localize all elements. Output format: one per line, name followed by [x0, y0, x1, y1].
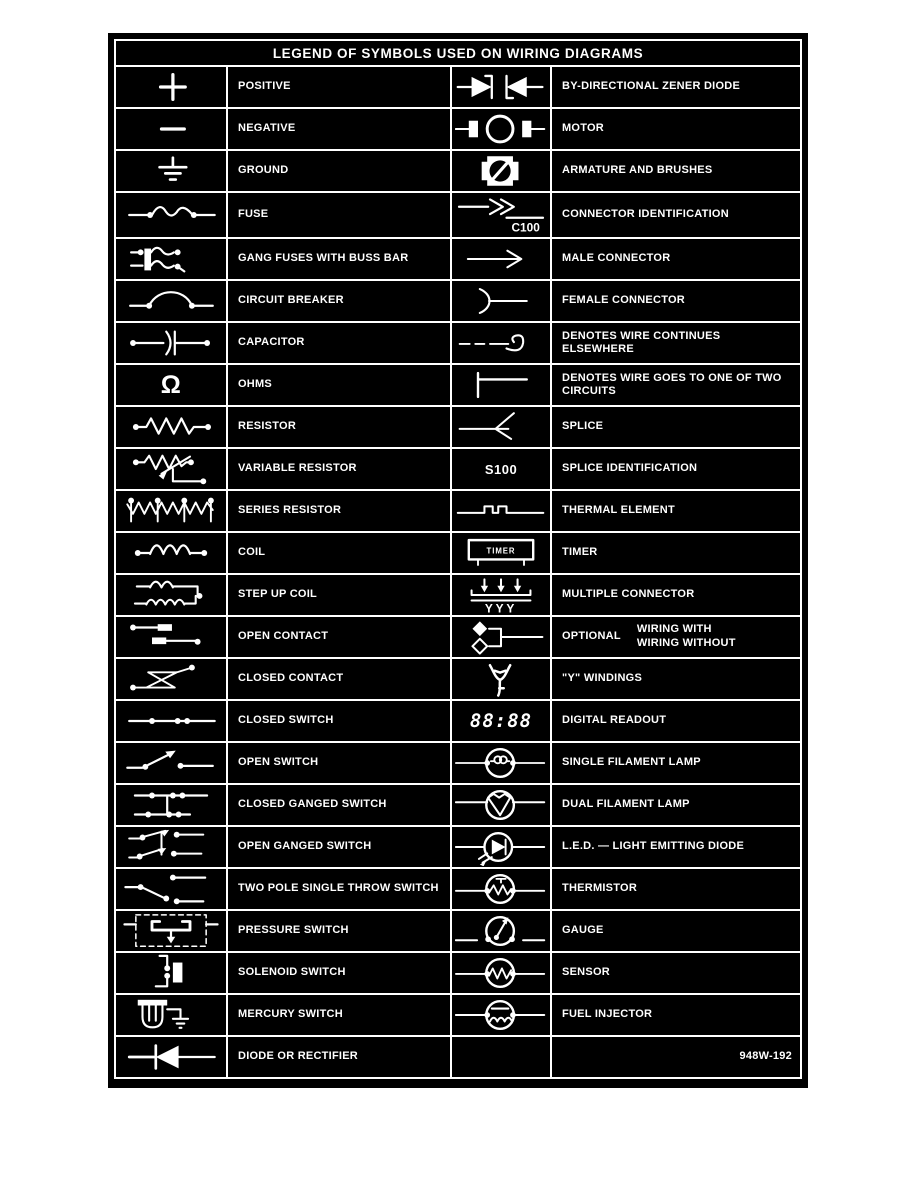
label-cell — [552, 911, 800, 951]
label-cell — [228, 239, 450, 279]
led-icon — [455, 828, 547, 866]
symbol-cell — [116, 67, 226, 107]
label-cell — [228, 575, 450, 615]
legend-label: DENOTES WIRE CONTINUES ELSEWHERE — [562, 329, 721, 355]
legend-label: GROUND — [238, 164, 289, 177]
legend-label: CONNECTOR IDENTIFICATION — [562, 208, 729, 221]
gauge-icon — [455, 912, 547, 950]
legend-label: OPTIONAL — [562, 630, 621, 643]
thermal-element-icon — [455, 492, 547, 530]
dual-filament-lamp-icon — [455, 786, 547, 824]
symbol-cell — [116, 323, 226, 363]
symbol-cell — [116, 281, 226, 321]
legend-label: OPEN GANGED SWITCH — [238, 840, 372, 853]
symbol-cell — [452, 575, 550, 615]
label-cell — [228, 827, 450, 867]
symbol-cell — [116, 491, 226, 531]
symbol-cell — [452, 827, 550, 867]
diode-icon — [121, 1038, 221, 1076]
label-cell — [552, 281, 800, 321]
label-cell — [552, 67, 800, 107]
label-cell — [228, 67, 450, 107]
symbol-cell — [116, 869, 226, 909]
label-cell — [228, 869, 450, 909]
symbol-cell — [116, 407, 226, 447]
single-filament-lamp-icon — [455, 744, 547, 782]
legend-label: DENOTES WIRE GOES TO ONE OF TWO CIRCUITS — [562, 371, 782, 397]
label-cell — [552, 449, 800, 489]
legend-label: THERMISTOR — [562, 882, 638, 895]
symbol-cell — [116, 239, 226, 279]
label-cell — [228, 407, 450, 447]
armature-icon — [455, 152, 547, 190]
y-windings-icon — [455, 660, 547, 698]
label-cell — [552, 617, 800, 657]
gang-fuses-icon — [121, 240, 221, 278]
legend-label: SPLICE — [562, 420, 604, 433]
legend-label: THERMAL ELEMENT — [562, 504, 675, 517]
symbol-cell — [116, 1037, 226, 1077]
open-switch-icon — [121, 744, 221, 782]
symbol-cell — [452, 953, 550, 993]
thermistor-icon — [455, 870, 547, 908]
label-cell — [228, 911, 450, 951]
label-cell — [228, 659, 450, 699]
symbol-cell — [116, 193, 226, 237]
symbol-cell — [116, 953, 226, 993]
legend-label: CLOSED SWITCH — [238, 714, 334, 727]
wire-continues-icon — [455, 324, 547, 362]
symbol-cell — [116, 743, 226, 783]
open-ganged-switch-icon — [121, 828, 221, 866]
legend-label: MULTIPLE CONNECTOR — [562, 588, 695, 601]
male-connector-icon — [455, 240, 547, 278]
legend-label: DIODE OR RECTIFIER — [238, 1050, 359, 1063]
motor-icon — [455, 110, 547, 148]
legend-label: TWO POLE SINGLE THROW SWITCH — [238, 882, 439, 895]
symbol-cell — [452, 659, 550, 699]
label-cell — [228, 1037, 450, 1077]
fuel-injector-icon — [455, 996, 547, 1034]
symbol-cell — [116, 533, 226, 573]
legend-label: ARMATURE AND BRUSHES — [562, 164, 713, 177]
label-cell — [552, 785, 800, 825]
connector-id-icon — [455, 194, 547, 236]
symbol-cell — [116, 575, 226, 615]
legend-label: POSITIVE — [238, 80, 291, 93]
ohms-icon: Ω — [160, 370, 182, 399]
timer-icon — [455, 534, 547, 572]
symbol-cell — [452, 449, 550, 489]
legend-label: CLOSED CONTACT — [238, 672, 344, 685]
svg-text:TIMER: TIMER — [486, 546, 516, 556]
legend-label: COIL — [238, 546, 266, 559]
symbol-cell — [452, 533, 550, 573]
splice-id-icon: S100 — [484, 461, 518, 477]
legend-label: FEMALE CONNECTOR — [562, 294, 685, 307]
symbol-cell — [116, 449, 226, 489]
label-cell — [552, 491, 800, 531]
symbol-cell — [452, 109, 550, 149]
legend-label: SOLENOID SWITCH — [238, 966, 346, 979]
solenoid-switch-icon — [121, 954, 221, 992]
label-cell — [228, 953, 450, 993]
label-cell — [228, 281, 450, 321]
legend-label: GAUGE — [562, 924, 604, 937]
label-cell — [552, 365, 800, 405]
label-cell — [552, 1037, 800, 1077]
legend-label: CIRCUIT BREAKER — [238, 294, 344, 307]
symbol-cell — [116, 659, 226, 699]
zener-diode-icon — [455, 68, 547, 106]
svg-text:C100: C100 — [511, 220, 540, 235]
label-cell — [552, 953, 800, 993]
legend-label: DUAL FILAMENT LAMP — [562, 798, 690, 811]
symbol-cell — [452, 281, 550, 321]
legend-label: SPLICE IDENTIFICATION — [562, 462, 698, 475]
symbol-cell — [452, 743, 550, 783]
label-cell — [228, 193, 450, 237]
symbol-cell — [452, 785, 550, 825]
legend-label: OPEN SWITCH — [238, 756, 319, 769]
step-up-coil-icon — [121, 576, 221, 614]
legend-label: CLOSED GANGED SWITCH — [238, 798, 387, 811]
symbol-cell — [116, 109, 226, 149]
label-cell — [228, 617, 450, 657]
legend-label: TIMER — [562, 546, 598, 559]
closed-contact-icon — [121, 660, 221, 698]
multiple-connector-icon — [455, 576, 547, 614]
label-cell — [552, 323, 800, 363]
label-cell — [552, 659, 800, 699]
resistor-icon — [121, 408, 221, 446]
closed-switch-icon — [121, 702, 221, 740]
fuse-icon — [121, 196, 221, 234]
symbol-cell — [452, 239, 550, 279]
pressure-switch-icon — [121, 912, 221, 950]
label-cell — [228, 323, 450, 363]
legend-label: CAPACITOR — [238, 336, 305, 349]
label-cell — [228, 151, 450, 191]
circuit-breaker-icon — [121, 282, 221, 320]
symbol-cell — [116, 911, 226, 951]
legend-label: STEP UP COIL — [238, 588, 318, 601]
symbol-cell — [452, 67, 550, 107]
symbol-cell — [116, 995, 226, 1035]
legend-label: DIGITAL READOUT — [562, 714, 667, 727]
closed-ganged-switch-icon — [121, 786, 221, 824]
legend-label: SENSOR — [562, 966, 610, 979]
label-cell — [228, 491, 450, 531]
label-cell — [552, 575, 800, 615]
label-cell — [552, 239, 800, 279]
two-pole-switch-icon — [121, 870, 221, 908]
legend-label: MALE CONNECTOR — [562, 252, 671, 265]
label-cell — [552, 869, 800, 909]
legend-label: OHMS — [238, 378, 272, 391]
wire-one-of-two-icon — [455, 366, 547, 404]
legend-label: L.E.D. — LIGHT EMITTING DIODE — [562, 840, 745, 853]
legend-table — [114, 39, 802, 1079]
label-cell — [552, 109, 800, 149]
series-resistor-icon — [121, 492, 221, 530]
legend-label: FUSE — [238, 208, 269, 221]
legend-sublabel: WIRING WITHOUT — [636, 637, 736, 649]
label-cell — [228, 449, 450, 489]
symbol-cell — [452, 193, 550, 237]
label-cell — [552, 407, 800, 447]
svg-text:YYY: YYY — [484, 601, 518, 614]
symbol-cell — [116, 151, 226, 191]
wiring-legend-panel — [108, 33, 808, 1088]
label-cell — [228, 701, 450, 741]
sensor-icon — [455, 954, 547, 992]
legend-label: MERCURY SWITCH — [238, 1008, 343, 1021]
figure-code: 948W-192 — [739, 1050, 792, 1063]
label-cell — [552, 701, 800, 741]
label-cell — [228, 995, 450, 1035]
variable-resistor-icon — [121, 450, 221, 488]
legend-label: MOTOR — [562, 122, 604, 135]
label-cell — [228, 533, 450, 573]
label-cell — [552, 827, 800, 867]
splice-icon — [455, 408, 547, 446]
legend-label: "Y" WINDINGS — [562, 672, 643, 685]
legend-label: VARIABLE RESISTOR — [238, 462, 357, 475]
label-cell — [228, 109, 450, 149]
symbol-cell — [452, 323, 550, 363]
open-contact-icon — [121, 618, 221, 656]
label-cell — [228, 785, 450, 825]
legend-sublabel: WIRING WITH — [636, 623, 712, 636]
negative-icon — [121, 110, 221, 148]
legend-label: SINGLE FILAMENT LAMP — [562, 756, 701, 769]
label-cell — [552, 743, 800, 783]
symbol-cell — [116, 701, 226, 741]
symbol-cell — [452, 701, 550, 741]
legend-label: NEGATIVE — [238, 122, 296, 135]
digital-readout-icon: 88:88 — [469, 710, 533, 732]
symbol-cell — [116, 617, 226, 657]
label-cell — [228, 743, 450, 783]
optional-wiring-icon — [455, 618, 547, 656]
capacitor-icon — [121, 324, 221, 362]
symbol-cell — [116, 365, 226, 405]
legend-label: SERIES RESISTOR — [238, 504, 342, 517]
legend-label: BY-DIRECTIONAL ZENER DIODE — [562, 80, 741, 93]
symbol-cell — [452, 491, 550, 531]
symbol-cell — [452, 151, 550, 191]
symbol-cell — [116, 827, 226, 867]
symbol-cell — [452, 407, 550, 447]
legend-title-cell — [116, 41, 800, 65]
symbol-cell — [116, 785, 226, 825]
legend-label: RESISTOR — [238, 420, 297, 433]
mercury-switch-icon — [121, 996, 221, 1034]
symbol-cell — [452, 365, 550, 405]
symbol-cell — [452, 911, 550, 951]
label-cell — [552, 995, 800, 1035]
legend-label: PRESSURE SWITCH — [238, 924, 349, 937]
symbol-cell — [452, 869, 550, 909]
label-cell — [552, 151, 800, 191]
coil-icon — [121, 534, 221, 572]
symbol-cell — [452, 1037, 550, 1077]
label-cell — [552, 533, 800, 573]
page-title: LEGEND OF SYMBOLS USED ON WIRING DIAGRAMS — [272, 45, 644, 61]
ground-icon — [121, 152, 221, 190]
positive-icon — [121, 68, 221, 106]
symbol-cell — [452, 617, 550, 657]
legend-label: FUEL INJECTOR — [562, 1008, 653, 1021]
symbol-cell — [452, 995, 550, 1035]
label-cell — [552, 193, 800, 237]
legend-label: OPEN CONTACT — [238, 630, 329, 643]
label-cell — [228, 365, 450, 405]
legend-label: GANG FUSES WITH BUSS BAR — [238, 252, 409, 265]
female-connector-icon — [455, 282, 547, 320]
